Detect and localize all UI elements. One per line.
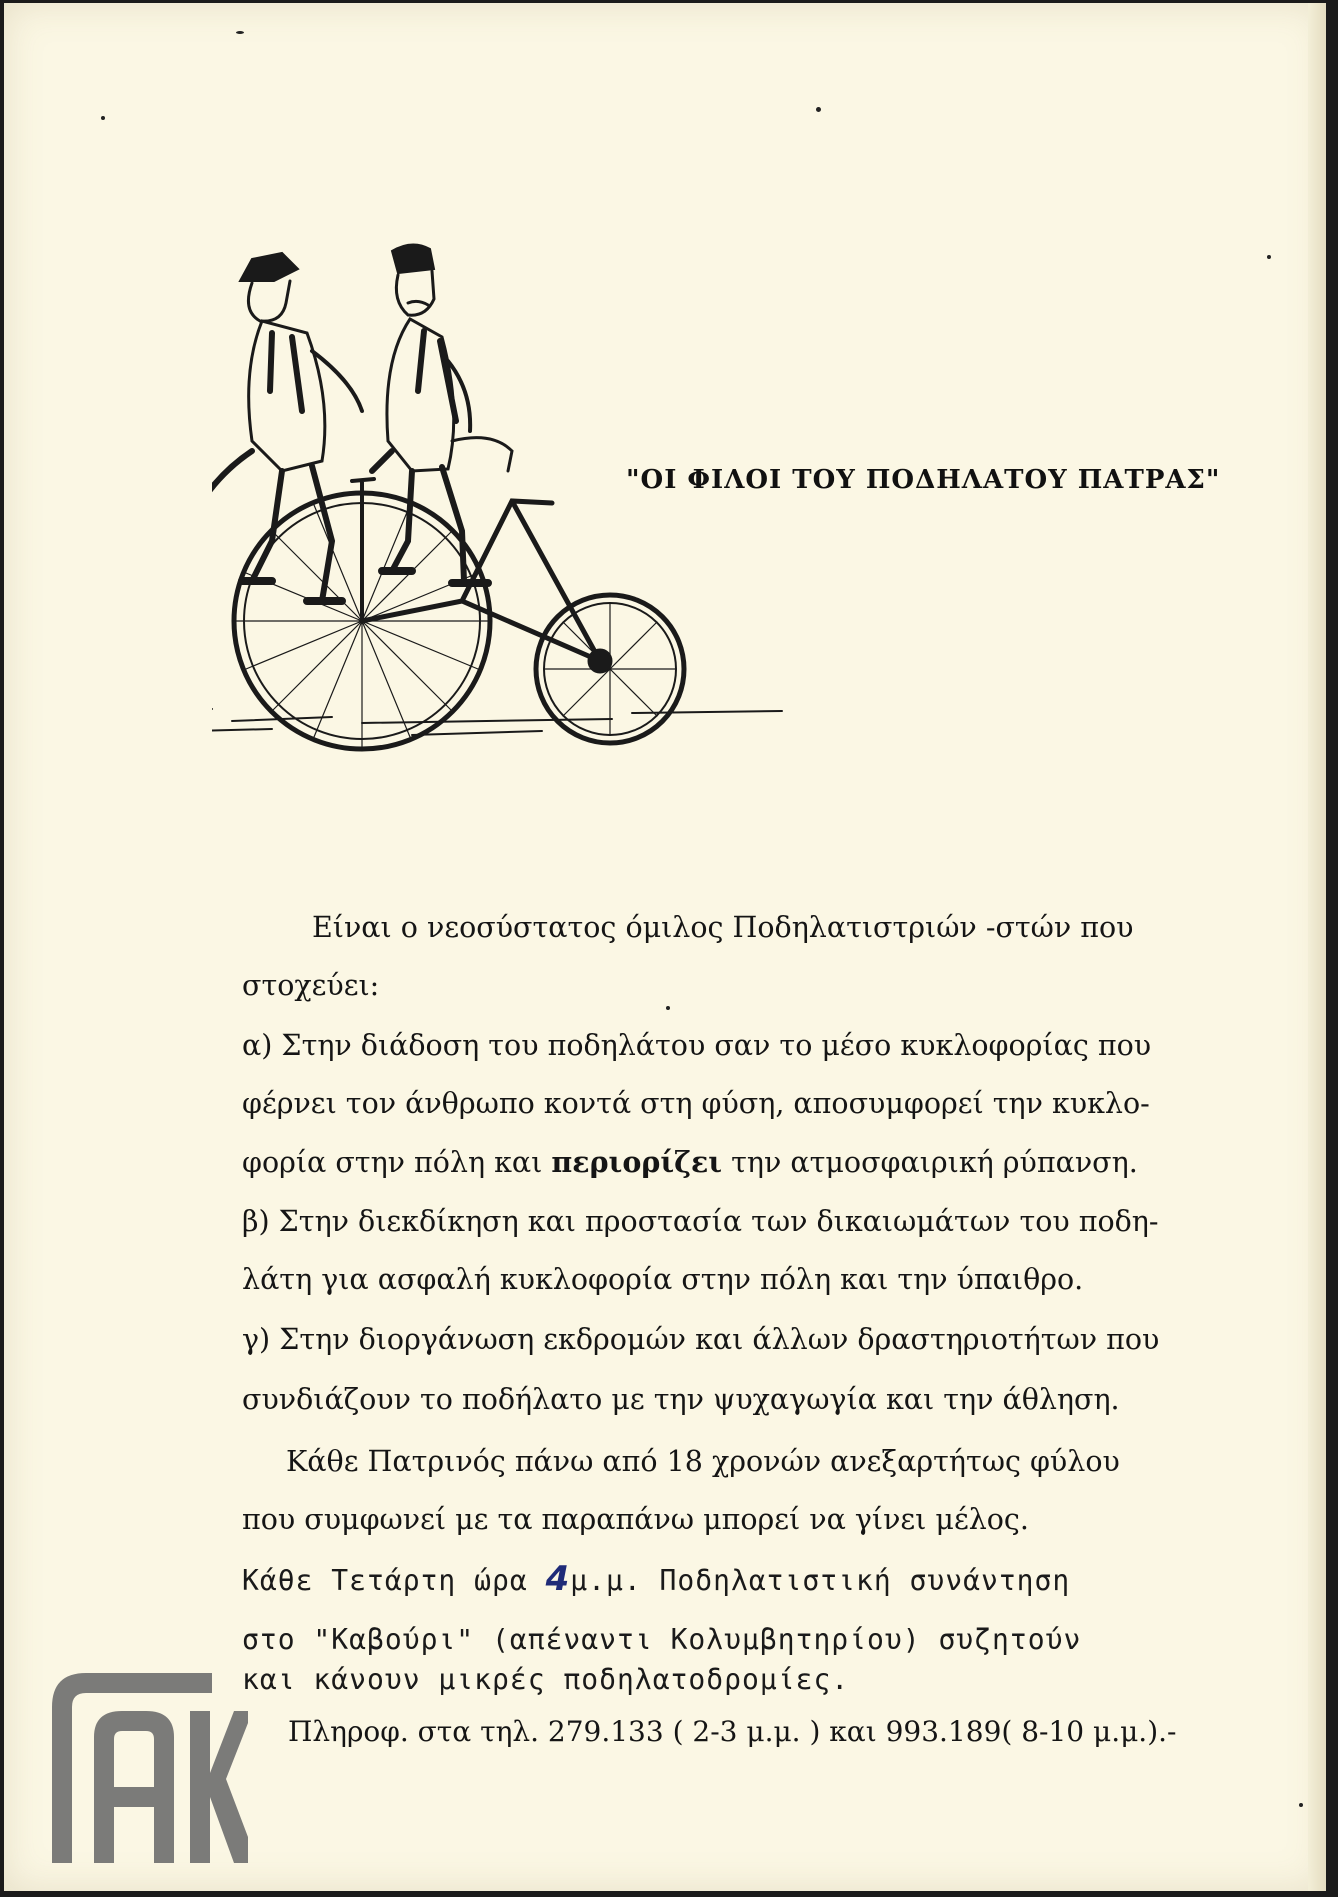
speck	[1267, 255, 1271, 259]
goal-a-line-3	[242, 1145, 1292, 1179]
speck	[1299, 1803, 1303, 1807]
meeting-line-1	[242, 1559, 1070, 1599]
speck	[236, 31, 244, 34]
goal-c-line-1: γ) Στην διοργάνωση εκδρομών και άλλων δραστηριοτήτων που	[242, 1323, 1160, 1356]
document-page	[4, 3, 1326, 1891]
membership-line-2: που συμφωνεί με τα παραπάνω μπορεί να γίνει μέλος.	[242, 1503, 1029, 1536]
goal-b-line-2: λάτη για ασφαλή κυκλοφορία στην πόλη και την ύπαιθρο.	[242, 1263, 1084, 1296]
tandem-bicycle-illustration	[212, 241, 792, 801]
goal-a-emphasis: περιορίζει	[551, 1145, 723, 1179]
gak-logo	[42, 1667, 248, 1867]
intro-line-1: Είναι ο νεοσύστατος όμιλος Ποδηλατιστριών -στών που	[312, 911, 1134, 944]
speck	[666, 1006, 670, 1010]
goal-a-line-2: φέρνει τον άνθρωπο κοντά στη φύση, αποσυμφορεί την κυκλο-	[242, 1087, 1150, 1120]
goal-c-line-2: συνδιάζουν το ποδήλατο με την ψυχαγωγία και την άθληση.	[242, 1383, 1120, 1416]
goal-a-line-1: α) Στην διάδοση του ποδηλάτου σαν το μέσο κυκλοφορίας που	[242, 1029, 1152, 1062]
speck	[101, 116, 105, 120]
goal-b-line-1: β) Στην διεκδίκηση και προστασία των δικαιωμάτων του ποδη-	[242, 1205, 1159, 1238]
goal-a-line-3-start: φορία στην πόλη και	[242, 1146, 552, 1179]
page-edge	[1308, 3, 1326, 1891]
page-title: "ΟΙ ΦΙΛΟΙ ΤΟΥ ΠΟΔΗΛΑΤΟΥ ΠΑΤΡΑΣ"	[626, 465, 1221, 495]
meeting-line-3: και κάνουν μικρές ποδηλατοδρομίες.	[242, 1663, 850, 1696]
handwritten-hour: 4	[545, 1559, 571, 1599]
speck	[816, 107, 821, 112]
membership-line-1: Κάθε Πατρινός πάνω από 18 χρονών ανεξαρτήτως φύλου	[286, 1445, 1120, 1478]
meeting-line-2: στο "Καβούρι" (απέναντι Κολυμβητηρίου) συζητούν	[242, 1623, 1082, 1656]
meeting-line-1-start: Κάθε Τετάρτη ώρα	[242, 1564, 546, 1597]
meeting-line-1-end: μ.μ. Ποδηλατιστική συνάντηση	[570, 1564, 1071, 1597]
contact-info: Πληροφ. στα τηλ. 279.133 ( 2-3 μ.μ. ) και 993.189( 8-10 μ.μ.).-	[288, 1715, 1177, 1748]
intro-line-2: στοχεύει:	[242, 969, 380, 1002]
goal-a-line-3-end: την ατμοσφαιρική ρύπανση.	[722, 1146, 1138, 1179]
